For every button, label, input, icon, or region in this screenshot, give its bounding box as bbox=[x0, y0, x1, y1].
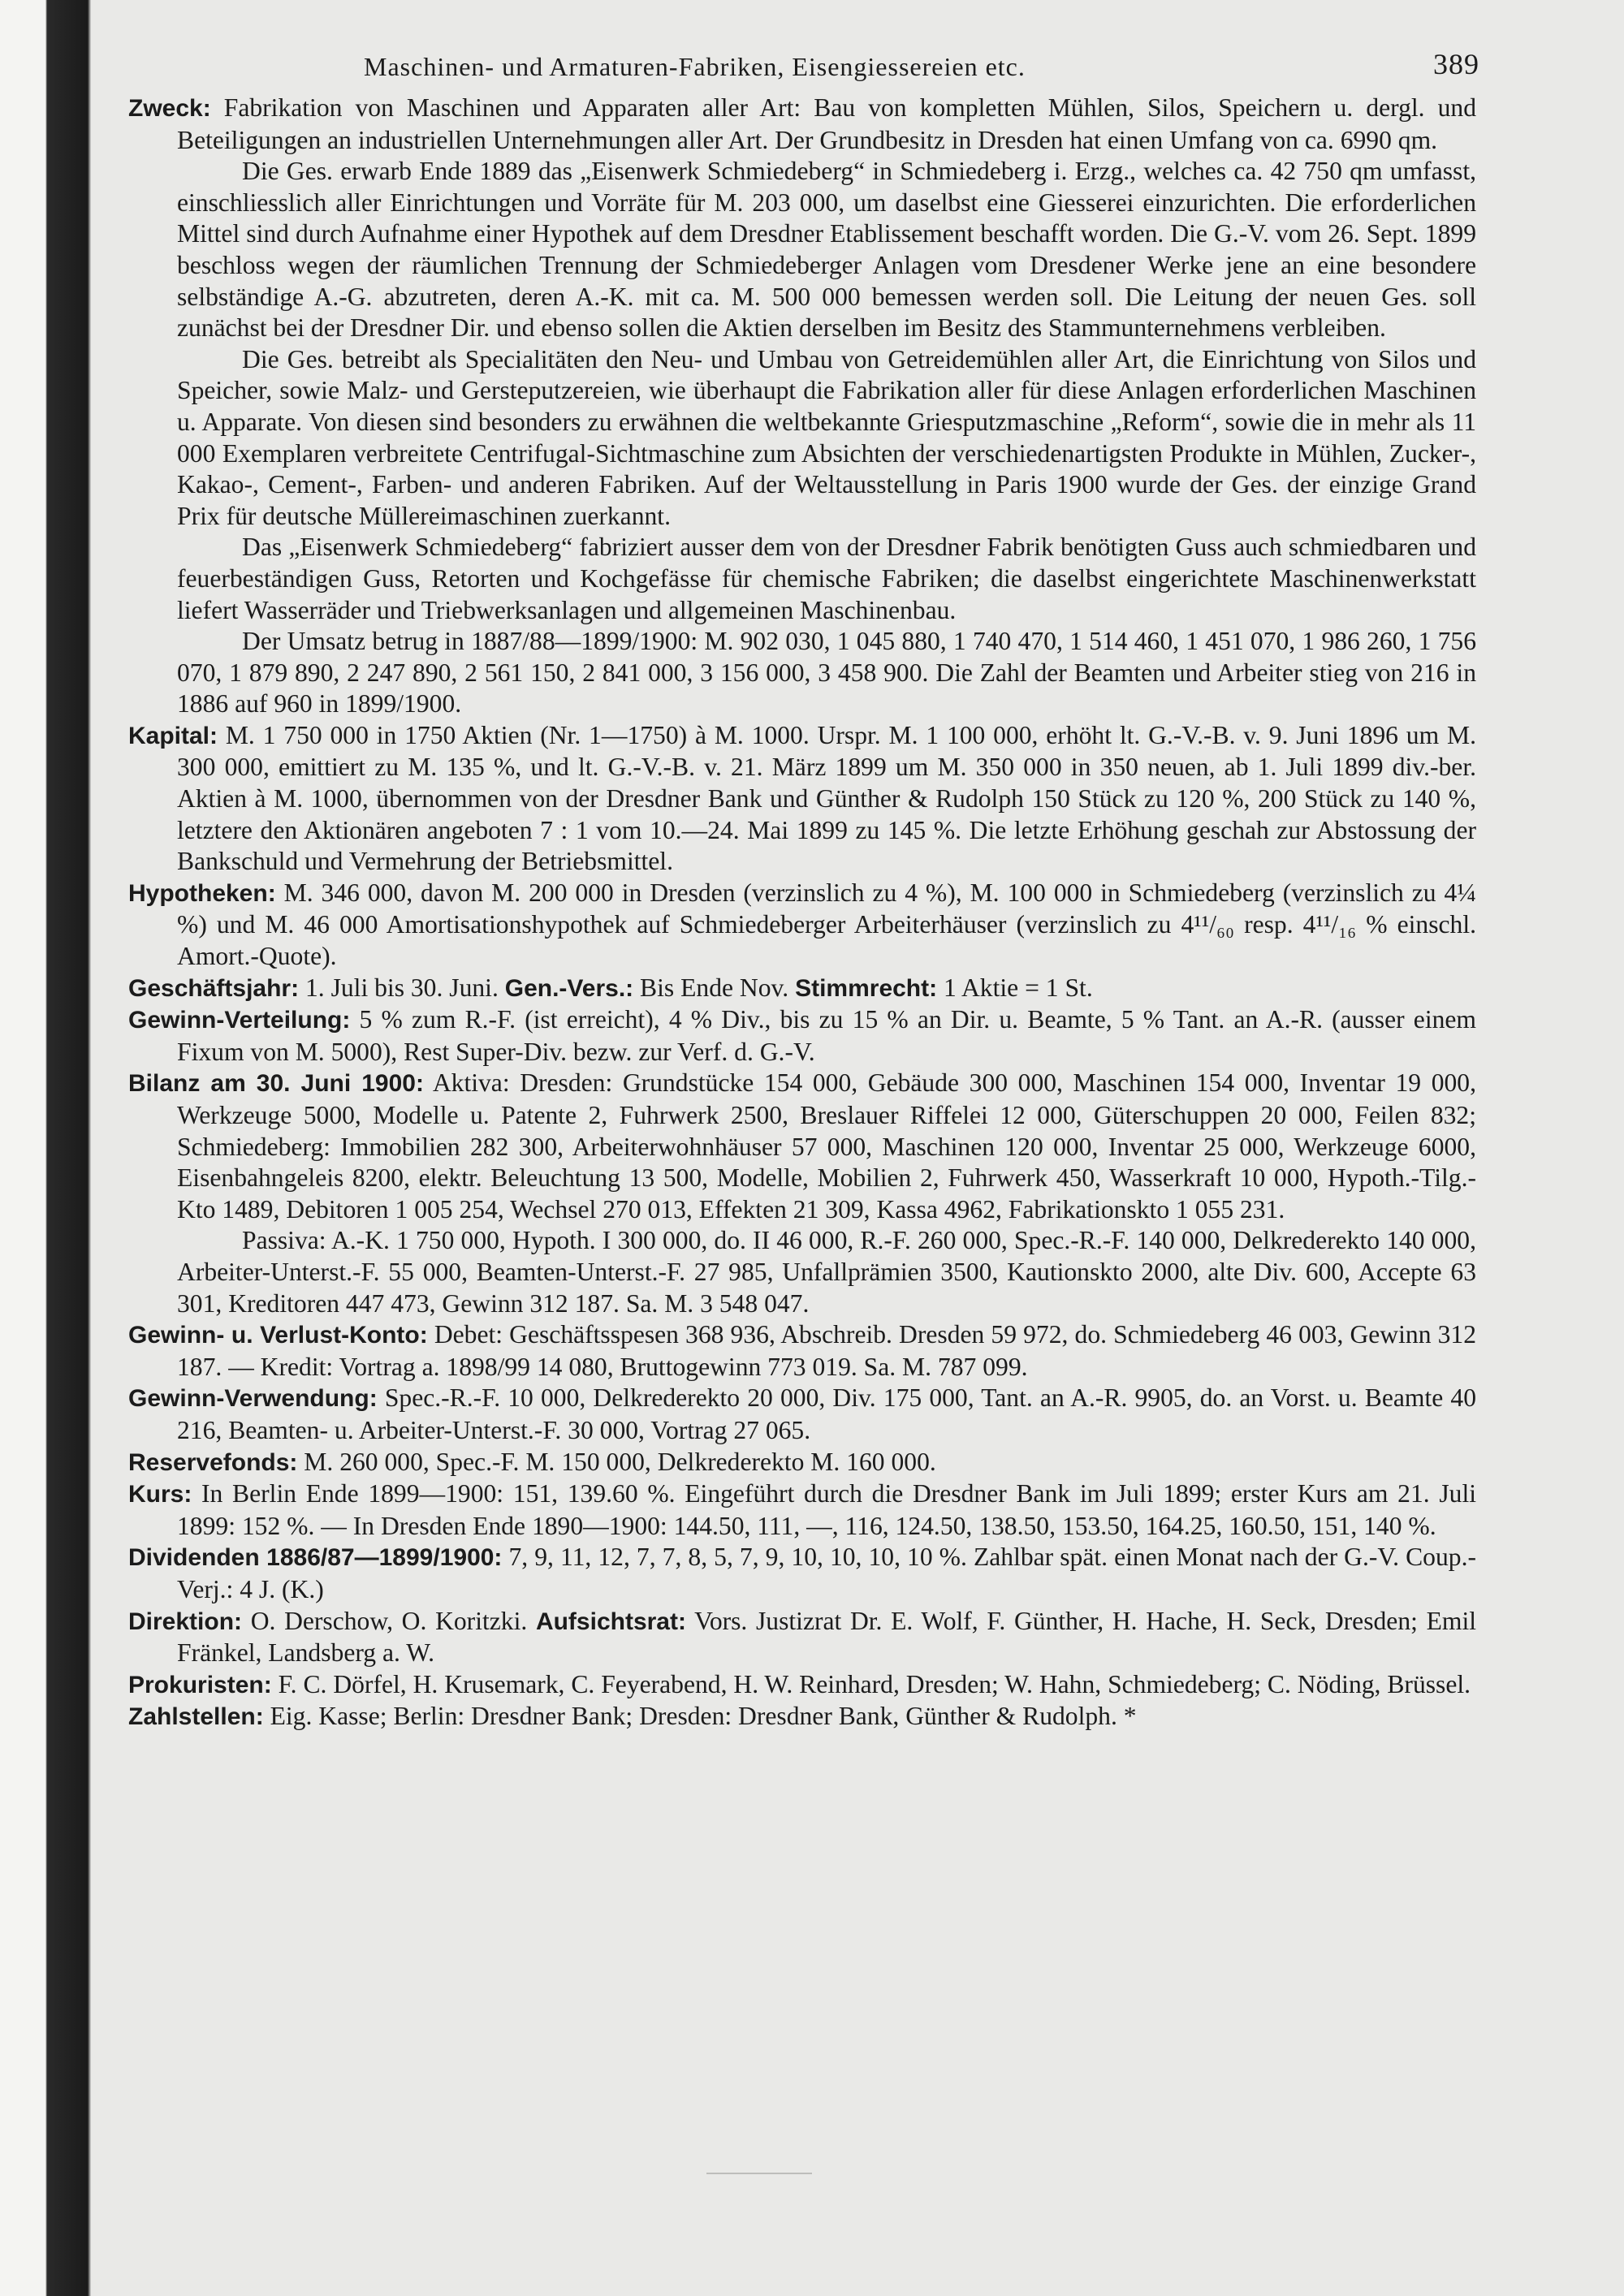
running-head bbox=[128, 48, 1479, 93]
paragraph-specialitaeten bbox=[128, 344, 1476, 533]
document-page bbox=[128, 48, 1479, 2241]
entry-text: 1 Aktie = 1 St. bbox=[937, 973, 1093, 1002]
entry-gewinn-verlust bbox=[128, 1319, 1476, 1383]
entry-text: M. 346 000, davon M. 200 000 in Dresden (verzinslich zu 4 %), M. 100 000 in Schmiedeberg (verzinslich zu 4¼ %) und M. 46 000 Amortisationshypothek auf Schmiedeberger Arbeiterhäuser (verzinslich zu 4¹¹/₆₀ resp. 4¹¹/₁₆ % einschl. Amort.-Quote). bbox=[177, 878, 1476, 971]
entry-label: Bilanz am 30. Juni 1900: bbox=[128, 1070, 424, 1098]
entry-label: Hypotheken: bbox=[128, 879, 276, 907]
entry-zweck bbox=[128, 93, 1476, 156]
entry-label: Zahlstellen: bbox=[128, 1703, 264, 1731]
entry-label: Gewinn-Verwendung: bbox=[128, 1385, 378, 1413]
entry-text: In Berlin Ende 1899—1900: 151, 139.60 %. Eingeführt durch die Dresdner Bank im Juli 1899; erster Kurs am 21. Juli 1899: 152 %. — In Dresden Ende 1890—1900: 144.50, 111, —, 116, 124.50, 138.50, 153.50, 164.25, 160.50, 151, 140 %. bbox=[177, 1479, 1476, 1540]
entry-label: Geschäftsjahr: bbox=[128, 974, 300, 1002]
entry-gewinn-verteilung bbox=[128, 1004, 1476, 1068]
entry-label-gen-vers: Gen.-Vers.: bbox=[504, 974, 634, 1002]
entry-label: Zweck: bbox=[128, 95, 211, 122]
entry-bilanz bbox=[128, 1068, 1476, 1225]
running-head-title: Maschinen- und Armaturen-Fabriken, Eisengiessereien etc. bbox=[364, 52, 1026, 81]
document-body bbox=[128, 93, 1476, 1733]
paragraph-schmiedeberg bbox=[128, 156, 1476, 344]
entry-label: Prokuristen: bbox=[128, 1671, 272, 1698]
entry-text: Spec.-R.-F. 10 000, Delkrederekto 20 000, Div. 175 000, Tant. an A.-R. 9905, do. an Vorst. u. Beamte 40 216, Beamten- u. Arbeiter-Unterst.-F. 30 000, Vortrag 27 065. bbox=[177, 1383, 1476, 1444]
entry-text: M. 260 000, Spec.-F. M. 150 000, Delkrederekto M. 160 000. bbox=[297, 1447, 936, 1476]
book-spine-shadow bbox=[0, 0, 91, 2296]
entry-text: 7, 9, 11, 12, 7, 7, 8, 5, 7, 9, 10, 10, 10, 10 %. Zahlbar spät. einen Monat nach der G.-V. Coup.-Verj.: 4 J. (K.) bbox=[177, 1543, 1476, 1603]
entry-text: 1. Juli bis 30. Juni. bbox=[299, 973, 505, 1002]
entry-text: Passiva: A.-K. 1 750 000, Hypoth. I 300 000, do. II 46 000, R.-F. 260 000, Spec.-R.-F. 140 000, Delkrederekto 140 000, Arbeiter-Unterst.-F. 55 000, Beamten-Unterst.-F. 27 985, Unfallprämien 3500, Kautionskto 2000, alte Div. 600, Accepte 63 301, Kreditoren 447 473, Gewinn 312 187. Sa. M. 3 548 047. bbox=[177, 1226, 1476, 1318]
entry-text: Vors. Justizrat Dr. E. Wolf, F. Günther, H. Hache, H. Seck, Dresden; Emil Fränkel, Landsberg a. W. bbox=[177, 1606, 1476, 1668]
entry-gewinn-verwendung bbox=[128, 1383, 1476, 1446]
page-number: 389 bbox=[1433, 48, 1479, 80]
entry-label: Kapital: bbox=[128, 722, 218, 749]
entry-geschaeftsjahr bbox=[128, 973, 1476, 1005]
entry-text: O. Derschow, O. Koritzki. bbox=[242, 1606, 536, 1635]
entry-text: Das „Eisenwerk Schmiedeberg“ fabriziert ausser dem von der Dresdner Fabrik benötigten Guss auch schmiedbaren und feuerbeständigen Guss, Retorten und Kochgefässe für chemische Fabriken; die daselbst eingerichtete Maschinenwerkstatt liefert Wasserräder und Triebwerksanlagen und allgemeinen Maschinenbau. bbox=[177, 533, 1476, 624]
entry-label-stimmrecht: Stimmrecht: bbox=[795, 974, 938, 1002]
entry-text: Aktiva: Dresden: Grundstücke 154 000, Gebäude 300 000, Maschinen 154 000, Inventar 19 000, Werkzeuge 5000, Modelle u. Patente 2, Fuhrwerk 2500, Breslauer Riffelei 12 000, Güterschuppen 20 000, Feilen 832; Schmiedeberg: Immobilien 282 300, Arbeiterwohnhäuser 57 000, Maschinen 120 000, Inventar 25 000, Werkzeuge 6000, Eisenbahngeleis 8200, elektr. Beleuchtung 13 500, Modelle, Mobilien 2, Fuhrwerk 450, Wasserkraft 10 000, Hypoth.-Tilg.-Kto 1489, Debitoren 1 005 254, Wechsel 270 013, Effekten 21 309, Kassa 4962, Fabrikationskto 1 055 231. bbox=[177, 1068, 1476, 1224]
entry-label: Direktion: bbox=[128, 1608, 243, 1635]
entry-label: Dividenden 1886/87—1899/1900: bbox=[128, 1544, 503, 1572]
entry-kapital bbox=[128, 720, 1476, 878]
entry-kurs bbox=[128, 1478, 1476, 1542]
entry-text: Die Ges. erwarb Ende 1889 das „Eisenwerk Schmiedeberg“ in Schmiedeberg i. Erzg., welches ca. 42 750 qm umfasst, einschliesslich aller Einrichtungen und Vorräte für M. 203 000, um daselbst eine Giesserei einzurichten. Die erforderlichen Mittel sind durch Aufnahme einer Hypothek auf dem Dresdner Etablissement beschafft worden. Die G.-V. vom 26. Sept. 1899 beschloss wegen der räumlichen Trennung der Schmiedeberger Anlagen vom Dresdener Werke jene an eine besondere selbständige A.-G. abzutreten, deren A.-K. mit ca. M. 500 000 bemessen werden soll. Die Leitung der neuen Ges. soll zunächst bei der Dresdner Dir. und ebenso sollen die Aktien derselben im Besitz des Stammunternehmens verbleiben. bbox=[177, 157, 1476, 343]
entry-text: Eig. Kasse; Berlin: Dresdner Bank; Dresden: Dresdner Bank, Günther & Rudolph. * bbox=[263, 1702, 1137, 1731]
entry-reservefonds bbox=[128, 1447, 1476, 1479]
entry-text: Die Ges. betreibt als Specialitäten den Neu- und Umbau von Getreidemühlen aller Art, die Einrichtung von Silos und Speicher, sowie Malz- und Gersteputzereien, wie überhaupt die Fabrikation aller für diese Anlagen erforderlichen Maschinen u. Apparate. Von diesen sind besonders zu erwähnen die weltbekannte Griesputzmaschine „Reform“, sowie die in mehr als 11 000 Exemplaren verbreitete Centrifugal-Sichtmaschine zum Absichten der verschiedenartigsten Produkte in Mühlen, Zucker-, Kakao-, Cement-, Farben- und anderen Fabriken. Auf der Weltausstellung in Paris 1900 wurde der Ges. der einzige Grand Prix für deutsche Müllereimaschinen zuerkannt. bbox=[177, 344, 1476, 530]
entry-label-aufsichtsrat: Aufsichtsrat: bbox=[535, 1608, 686, 1635]
entry-prokuristen bbox=[128, 1669, 1476, 1702]
paragraph-umsatz bbox=[128, 626, 1476, 720]
entry-text: Fabrikation von Maschinen und Apparaten aller Art: Bau von kompletten Mühlen, Silos, Speichern u. dergl. und Beteiligungen an industriellen Unternehmungen aller Art. Der Grundbesitz in Dresden hat einen Umfang von ca. 6990 qm. bbox=[177, 93, 1476, 154]
entry-dividenden bbox=[128, 1542, 1476, 1605]
entry-direktion bbox=[128, 1606, 1476, 1669]
entry-label: Gewinn-Verteilung: bbox=[128, 1007, 351, 1034]
paragraph-eisenwerk bbox=[128, 532, 1476, 626]
entry-text: 5 % zum R.-F. (ist erreicht), 4 % Div., bis zu 15 % an Dir. u. Beamte, 5 % Tant. an A.-R. (ausser einem Fixum von M. 5000), Rest Super-Div. bezw. zur Verf. d. G.-V. bbox=[177, 1005, 1476, 1066]
entry-text: F. C. Dörfel, H. Krusemark, C. Feyerabend, H. W. Reinhard, Dresden; W. Hahn, Schmiedeberg; C. Nöding, Brüssel. bbox=[271, 1669, 1471, 1698]
entry-text: Bis Ende Nov. bbox=[633, 973, 796, 1002]
entry-zahlstellen bbox=[128, 1701, 1476, 1733]
paragraph-passiva bbox=[128, 1225, 1476, 1319]
entry-label: Gewinn- u. Verlust-Konto: bbox=[128, 1322, 428, 1349]
entry-label: Kurs: bbox=[128, 1481, 192, 1508]
entry-hypotheken bbox=[128, 878, 1476, 973]
footer-rule bbox=[706, 2173, 812, 2174]
entry-text: Debet: Geschäftsspesen 368 936, Abschreib. Dresden 59 972, do. Schmiedeberg 46 003, Gewinn 312 187. — Kredit: Vortrag a. 1898/99 14 080, Bruttogewinn 773 019. Sa. M. 787 099. bbox=[177, 1320, 1476, 1381]
entry-label: Reservefonds: bbox=[128, 1448, 298, 1476]
entry-text: M. 1 750 000 in 1750 Aktien (Nr. 1—1750) à M. 1000. Urspr. M. 1 100 000, erhöht lt. G.-V.-B. v. 9. Juni 1896 um M. 300 000, emittiert zu M. 135 %, und lt. G.-V.-B. v. 21. März 1899 um M. 350 000 in 350 neuen, ab 1. Juli 1899 div.-ber. Aktien à M. 1000, übernommen von der Dresdner Bank und Günther & Rudolph 150 Stück zu 120 %, 200 Stück zu 140 %, letztere den Aktionären angeboten 7 : 1 vom 10.—24. Mai 1899 zu 145 %. Die letzte Erhöhung geschah zur Abstossung der Bankschuld und Vermehrung der Betriebsmittel. bbox=[177, 720, 1476, 876]
entry-text: Der Umsatz betrug in 1887/88—1899/1900: M. 902 030, 1 045 880, 1 740 470, 1 514 460, 1 451 070, 1 986 260, 1 756 070, 1 879 890, 2 247 890, 2 561 150, 2 841 000, 3 156 000, 3 458 900. Die Zahl der Beamten und Arbeiter stieg von 216 in 1886 auf 960 in 1899/1900. bbox=[177, 627, 1476, 719]
